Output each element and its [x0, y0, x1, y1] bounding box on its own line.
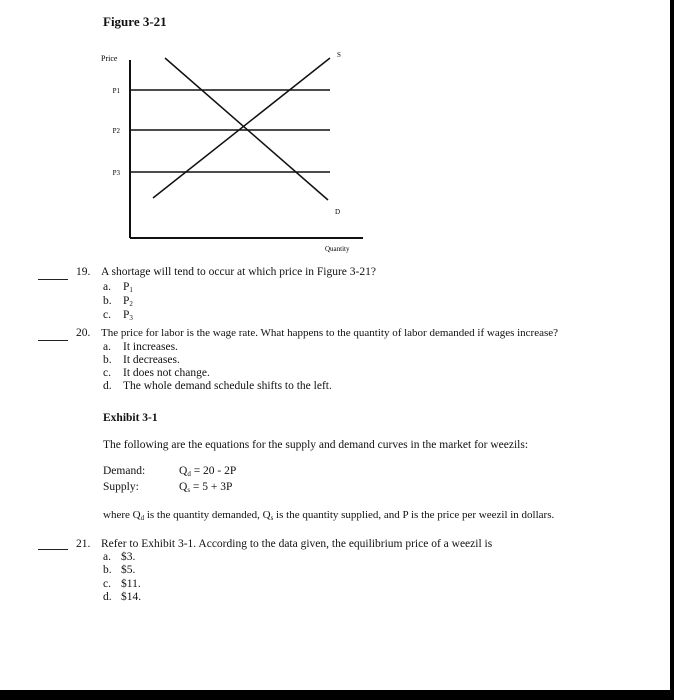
demand-label: D — [335, 208, 341, 216]
option-text: $5. — [121, 564, 136, 576]
question-text: The price for labor is the wage rate. What happens to the quantity of labor demanded if wages increase? — [101, 327, 559, 339]
option-letter: a. — [103, 551, 111, 563]
demand-equation: $Q_d = 20 - 2P$ — [179, 465, 237, 478]
option-text: It decreases. — [123, 354, 180, 366]
option-text: $14. — [121, 591, 142, 603]
supply-eq-label: Supply: — [103, 481, 139, 493]
x-axis-label: Quantity — [325, 245, 350, 253]
supply-curve — [153, 58, 330, 198]
option-text: $11. — [121, 578, 141, 590]
supply-label: S — [337, 51, 341, 59]
supply-demand-graph — [95, 40, 365, 255]
option-text: $P_3$ — [123, 309, 133, 322]
option-text: It increases. — [123, 341, 178, 353]
question-text: Refer to Exhibit 3-1. According to the data given, the equilibrium price of a weezil is — [101, 538, 493, 550]
supply-equation: $Q_s = 5 + 3P$ — [179, 481, 233, 494]
price-label-p1: P1 — [112, 87, 120, 95]
option-text: It does not change. — [123, 367, 210, 379]
exhibit-intro: The following are the equations for the supply and demand curves in the market for weezils: — [103, 439, 529, 451]
option-letter: a. — [103, 281, 111, 293]
bottom-border — [0, 690, 674, 700]
answer-blank-20[interactable] — [38, 340, 68, 341]
option-text: $3. — [121, 551, 136, 563]
option-letter: d. — [103, 380, 112, 392]
price-label-p2: P2 — [112, 127, 120, 135]
figure-title: Figure 3-21 — [103, 14, 167, 29]
question-number: 19. — [76, 266, 91, 278]
question-text: A shortage will tend to occur at which price in Figure 3-21? — [101, 266, 376, 278]
option-letter: b. — [103, 295, 112, 307]
option-text: $P_1$ — [123, 281, 133, 294]
option-letter: b. — [103, 564, 112, 576]
exhibit-title: Exhibit 3-1 — [103, 412, 158, 424]
question-number: 21. — [76, 538, 91, 550]
answer-blank-19[interactable] — [38, 279, 68, 280]
option-text: The whole demand schedule shifts to the left. — [123, 380, 332, 392]
option-letter: b. — [103, 354, 112, 366]
option-letter: c. — [103, 578, 111, 590]
right-border — [670, 0, 674, 700]
option-letter: c. — [103, 309, 111, 321]
exhibit-where: where $Q_d$ is the quantity demanded, $Q_s$ is the quantity supplied, and P is the price per weezil in dollars. — [103, 509, 555, 522]
demand-eq-label: Demand: — [103, 465, 146, 477]
option-letter: d. — [103, 591, 112, 603]
price-label-p3: P3 — [112, 169, 120, 177]
y-axis-label: Price — [101, 54, 118, 63]
question-number: 20. — [76, 327, 91, 339]
option-text: $P_2$ — [123, 295, 133, 308]
answer-blank-21[interactable] — [38, 549, 68, 550]
option-letter: c. — [103, 367, 111, 379]
option-letter: a. — [103, 341, 111, 353]
